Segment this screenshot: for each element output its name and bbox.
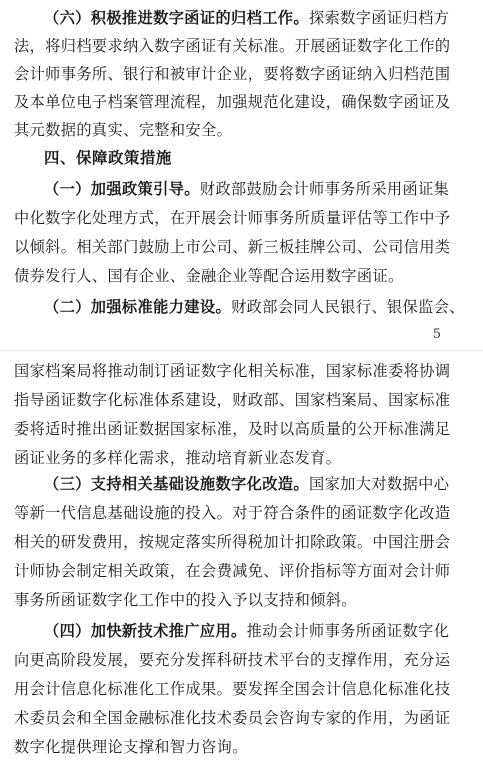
text-line: 债券发行人、国有企业、金融企业等配合运用数字函证。 xyxy=(14,267,404,285)
paragraph-lead: （四）加快新技术推广应用。 xyxy=(44,622,247,640)
paragraph-text: 国家加大对数据中心 xyxy=(309,475,450,493)
text-line: 法，将归档要求纳入数字函证有关标准。开展函证数字化工作的 xyxy=(14,37,451,55)
text-line: 计师协会制定相关政策，在会费减免、评价指标等方面对会计师 xyxy=(14,562,451,580)
page-number: 5 xyxy=(432,327,441,342)
section-heading: 四、保障政策措施 xyxy=(44,149,172,167)
text-line: 向更高阶段发展，要充分发挥科研技术平台的支撑作用，充分运 xyxy=(14,651,451,669)
text-line: 其元数据的真实、完整和安全。 xyxy=(14,121,233,139)
paragraph-lead: （一）加强政策引导。 xyxy=(44,180,200,198)
paragraph-text: 探索数字函证归档方 xyxy=(309,9,450,27)
text-line: 会计师事务所、银行和被审计企业，要将数字函证纳入归档范围 xyxy=(14,65,451,83)
text-line xyxy=(44,617,470,645)
text-line xyxy=(44,175,470,203)
page-break xyxy=(0,350,483,351)
paragraph-lead: （二）加强标准能力建设。 xyxy=(44,298,232,316)
text-line: 用会计信息化标准化工作成果。要发挥全国会计信息化标准化技 xyxy=(14,680,451,698)
text-line: 等新一代信息基础设施的投入。对于符合条件的函证数字化改造 xyxy=(14,504,451,522)
text-line: 委将适时推出函证数据国家标准，及时以高质量的公开标准满足 xyxy=(14,420,451,438)
text-line: 以倾斜。相关部门鼓励上市公司、新三板挂牌公司、公司信用类 xyxy=(14,238,451,256)
text-line xyxy=(44,4,470,32)
paragraph-text: 财政部鼓励会计师事务所采用函证集 xyxy=(199,180,450,198)
paragraph-lead: （三）支持相关基础设施数字化改造。 xyxy=(44,475,309,493)
paragraph-text: 推动会计师事务所函证数字化 xyxy=(246,622,450,640)
text-line: 指导函证数字化标准体系建设，财政部、国家档案局、国家标准 xyxy=(14,391,451,409)
text-line: 数字化提供理论支撑和智力咨询。 xyxy=(14,738,248,756)
paragraph-text: 财政部会同人民银行、银保监会、 xyxy=(231,298,465,316)
text-line: 术委员会和全国金融标准化技术委员会咨询专家的作用，为函证 xyxy=(14,709,451,727)
text-line: 事务所函证数字化工作中的投入予以支持和倾斜。 xyxy=(14,591,357,609)
text-line: 国家档案局将推动制订函证数字化相关标准，国家标准委将协调 xyxy=(14,362,451,380)
text-line: 及本单位电子档案管理流程，加强规范化建设，确保数字函证及 xyxy=(14,93,451,111)
text-line xyxy=(44,293,470,321)
paragraph-lead: （六）积极推进数字函证的归档工作。 xyxy=(44,9,309,27)
text-line: 函证业务的多样化需求，推动培育新业态发育。 xyxy=(14,449,342,467)
text-line xyxy=(44,470,470,498)
text-line: 相关的研发费用，按规定落实所得税加计扣除政策。中国注册会 xyxy=(14,533,451,551)
text-line: 中化数字化处理方式，在开展会计师事务所质量评估等工作中予 xyxy=(14,209,451,227)
